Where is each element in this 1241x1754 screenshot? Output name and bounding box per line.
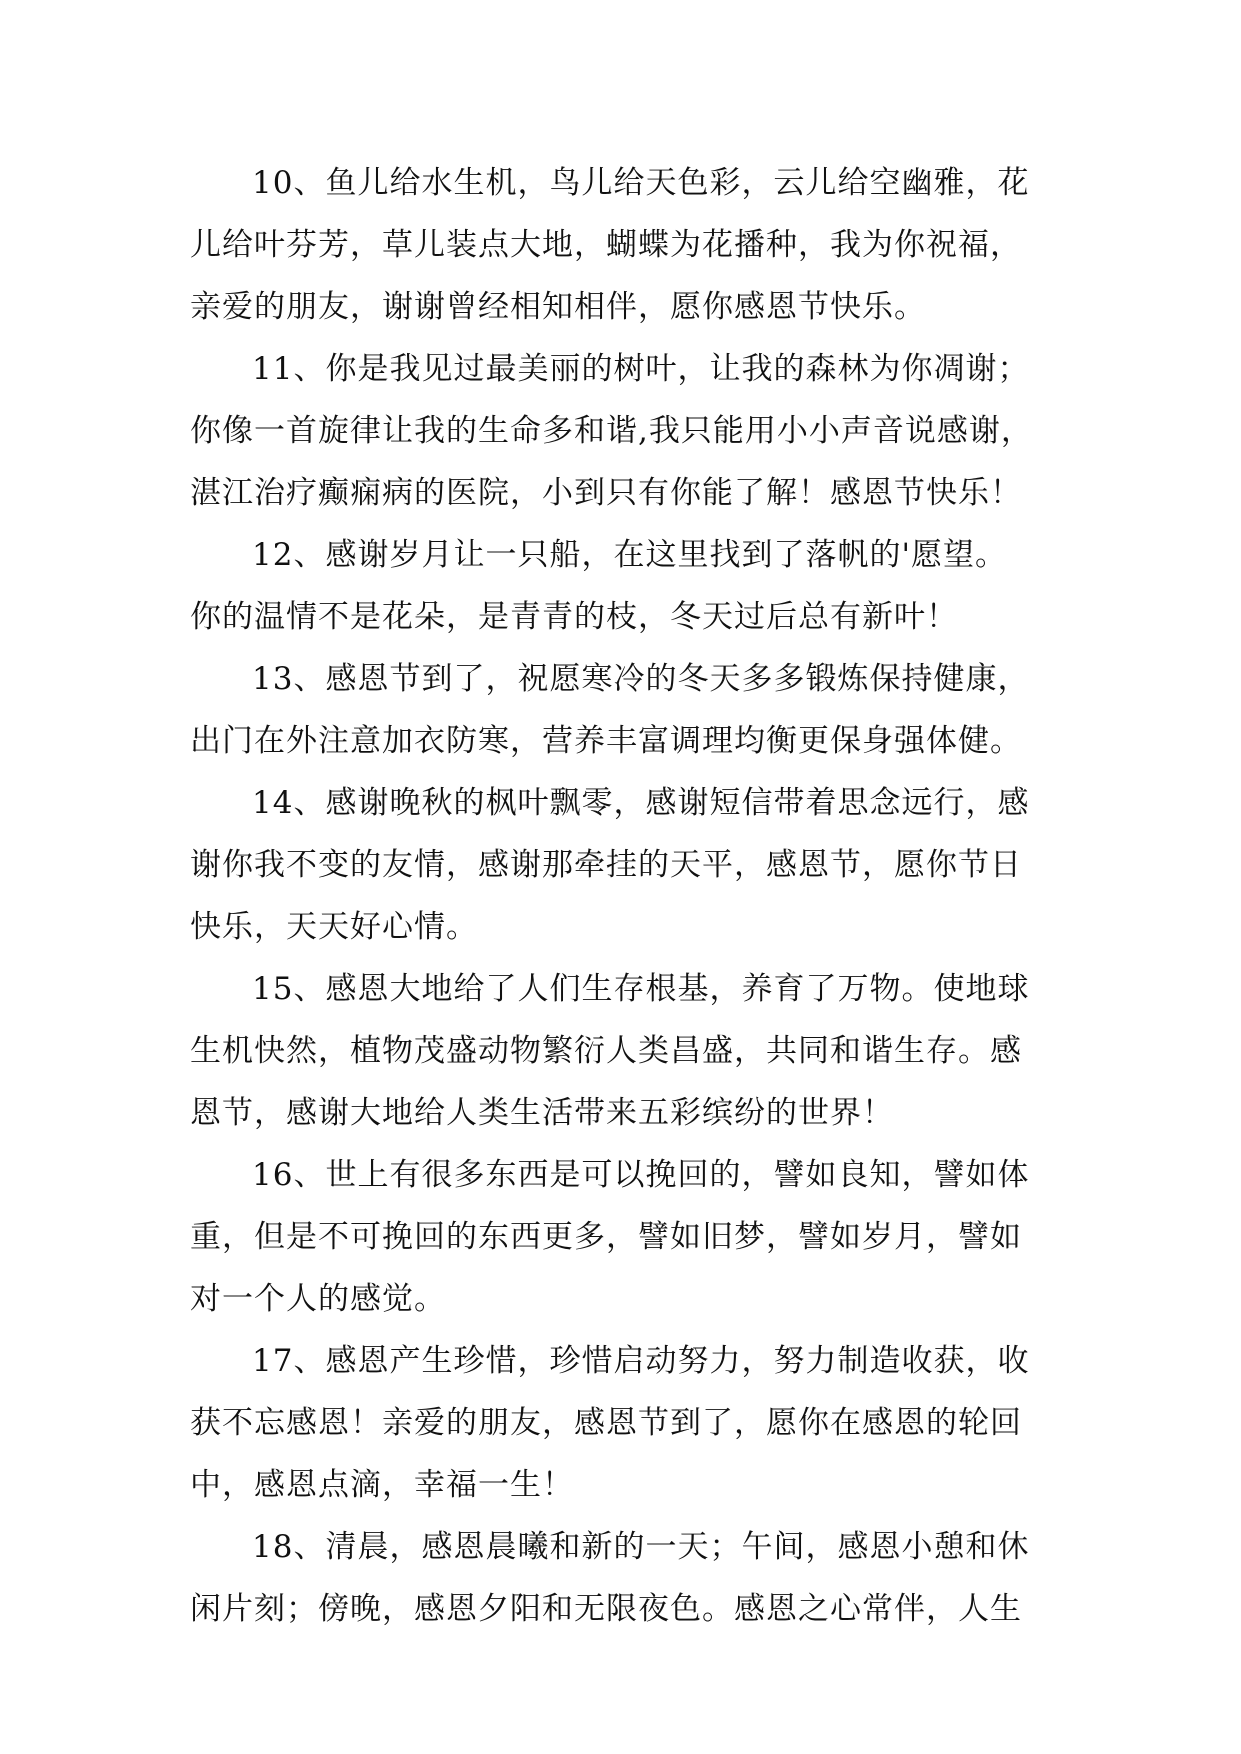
document-body [190,152,1070,1640]
text-line: 17、感恩产生珍惜，珍惜启动努力，努力制造收获，收 [252,1343,1030,1379]
text-line: 对一个人的感觉。 [190,1281,446,1317]
text-line: 16、世上有很多东西是可以挽回的，譬如良知，譬如体 [252,1157,1030,1193]
text-line: 儿给叶芬芳，草儿装点大地，蝴蝶为花播种，我为你祝福， [190,227,1022,263]
paragraph-12 [190,524,1070,648]
paragraph-18 [190,1516,1070,1640]
paragraph-10 [190,152,1070,338]
text-line: 恩节，感谢大地给人类生活带来五彩缤纷的世界！ [190,1095,894,1131]
text-line: 12、感谢岁月让一只船，在这里找到了落帆的'愿望。 [252,537,1007,573]
text-line: 18、清晨，感恩晨曦和新的一天；午间，感恩小憩和休 [252,1529,1030,1565]
text-line: 中，感恩点滴，幸福一生！ [190,1467,574,1503]
paragraph-11 [190,338,1070,524]
text-line: 亲爱的朋友，谢谢曾经相知相伴，愿你感恩节快乐。 [190,289,926,325]
text-line: 获不忘感恩！亲爱的朋友，感恩节到了，愿你在感恩的轮回 [190,1405,1022,1441]
text-line: 10、鱼儿给水生机，鸟儿给天色彩，云儿给空幽雅，花 [252,165,1030,201]
text-line: 你的温情不是花朵，是青青的枝，冬天过后总有新叶！ [190,599,958,635]
paragraph-13 [190,648,1070,772]
text-line: 生机快然，植物茂盛动物繁衍人类昌盛，共同和谐生存。感 [190,1033,1022,1069]
paragraph-17 [190,1330,1070,1516]
paragraph-15 [190,958,1070,1144]
text-line: 重，但是不可挽回的东西更多，譬如旧梦，譬如岁月，譬如 [190,1219,1022,1255]
text-line: 11、你是我见过最美丽的树叶，让我的森林为你凋谢； [252,351,1030,387]
text-line: 湛江治疗癫痫病的医院，小到只有你能了解！感恩节快乐！ [190,475,1022,511]
text-line: 闲片刻；傍晚，感恩夕阳和无限夜色。感恩之心常伴，人生 [190,1591,1022,1627]
text-line: 谢你我不变的友情，感谢那牵挂的天平，感恩节，愿你节日 [190,847,1022,883]
paragraph-16 [190,1144,1070,1330]
text-line: 你像一首旋律让我的生命多和谐,我只能用小小声音说感谢， [190,413,1033,449]
text-line: 出门在外注意加衣防寒，营养丰富调理均衡更保身强体健。 [190,723,1022,759]
text-line: 15、感恩大地给了人们生存根基，养育了万物。使地球 [252,971,1030,1007]
paragraph-14 [190,772,1070,958]
text-line: 快乐，天天好心情。 [190,909,478,945]
text-line: 13、感恩节到了，祝愿寒冷的冬天多多锻炼保持健康， [252,661,1030,697]
text-line: 14、感谢晚秋的枫叶飘零，感谢短信带着思念远行，感 [252,785,1030,821]
